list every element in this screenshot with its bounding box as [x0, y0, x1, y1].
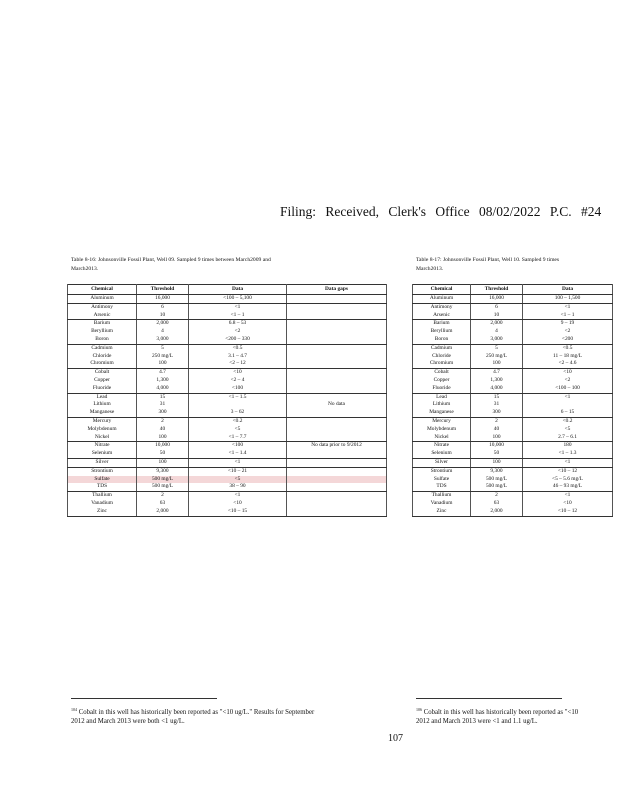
table-cell: 180 [523, 442, 613, 450]
column-header: Data [523, 285, 613, 295]
table-row [413, 434, 613, 442]
table-row [413, 393, 613, 401]
caption-line-2: March2013. [71, 266, 99, 272]
table-cell: Manganese [413, 409, 471, 417]
table-cell: 4 [471, 328, 523, 336]
table-cell: 300 [471, 409, 523, 417]
table-cell: 5 [471, 344, 523, 352]
table-cell: <10 [189, 369, 287, 377]
table-cell: <1 – 1.4 [189, 450, 287, 458]
table-cell: 1,300 [471, 377, 523, 385]
table-cell: 16,000 [137, 295, 189, 304]
table-cell: <1 – 1.3 [523, 450, 613, 458]
table-cell [287, 336, 387, 344]
table-cell: Cobalt [68, 369, 137, 377]
table-cell: Cadmium [413, 344, 471, 352]
table-cell: Lithium [68, 401, 137, 409]
table-cell: 2,000 [137, 320, 189, 328]
table-cell: <2 – 4 [189, 377, 287, 385]
table-row [68, 467, 387, 475]
table-row [68, 458, 387, 467]
table-caption-right [416, 256, 618, 274]
table-cell: Silver [68, 458, 137, 467]
table-cell: TDS [413, 483, 471, 491]
column-header: Threshold [471, 285, 523, 295]
footnote-mark: 106 [416, 707, 422, 712]
table-cell: <1 – 1 [189, 312, 287, 320]
table-cell [287, 426, 387, 434]
table-cell: Beryllium [68, 328, 137, 336]
table-row [413, 377, 613, 385]
table-cell: Selenium [68, 450, 137, 458]
table-cell: Strontium [413, 467, 471, 475]
table-cell: 4.7 [137, 369, 189, 377]
table-cell [287, 458, 387, 467]
table-cell: Strontium [68, 467, 137, 475]
table-row [68, 344, 387, 352]
table-cell: 1,300 [137, 377, 189, 385]
table-cell: <100 [189, 385, 287, 393]
table-cell: 5 [137, 344, 189, 352]
table-row [68, 320, 387, 328]
table-row [413, 426, 613, 434]
table-cell: Zinc [68, 508, 137, 516]
table-cell: 63 [471, 500, 523, 508]
table-cell: Nickel [68, 434, 137, 442]
table-cell: <10 – 21 [189, 467, 287, 475]
table-row [68, 492, 387, 500]
table-cell: Copper [413, 377, 471, 385]
table-row [413, 442, 613, 450]
table-row [413, 450, 613, 458]
table-cell: 100 [471, 360, 523, 368]
table-cell: No data [287, 401, 387, 409]
table-cell: <2 [523, 377, 613, 385]
table-row [68, 483, 387, 491]
table-cell: 15 [137, 393, 189, 401]
footnote-text-line-1: Cobalt in this well has historically been reported as "<10 [423, 709, 579, 716]
table-cell: Fluoride [68, 385, 137, 393]
footnote-mark: 104 [71, 707, 77, 712]
table-cell: 2 [471, 417, 523, 425]
table-row [413, 467, 613, 475]
table-row [413, 360, 613, 368]
table-cell: Barium [68, 320, 137, 328]
table-cell: <100 – 100 [523, 385, 613, 393]
table-cell: 63 [137, 500, 189, 508]
caption-line-2: March2013. [416, 266, 444, 272]
table-row [68, 450, 387, 458]
footnote-divider-right [416, 698, 562, 699]
table-cell: Boron [68, 336, 137, 344]
table-cell: <2 – 12 [189, 360, 287, 368]
table-header-row [413, 285, 613, 295]
table-cell [287, 369, 387, 377]
table-cell: Lithium [413, 401, 471, 409]
table-cell: 10,000 [137, 442, 189, 450]
footnote-divider-left [71, 698, 217, 699]
table-cell: Molybdenum [413, 426, 471, 434]
table-row [68, 377, 387, 385]
table-cell: 16,000 [471, 295, 523, 304]
table-cell: <0.2 [523, 417, 613, 425]
table-cell: Mercury [413, 417, 471, 425]
table-cell [287, 344, 387, 352]
table-cell: 2,000 [471, 508, 523, 516]
table-row [413, 328, 613, 336]
table-cell: 9 – 19 [523, 320, 613, 328]
table-row [68, 385, 387, 393]
table-cell: 2,000 [137, 508, 189, 516]
table-cell: 100 [471, 458, 523, 467]
table-cell: <100 [189, 442, 287, 450]
table-cell: 100 [137, 434, 189, 442]
table-cell: <2 [189, 328, 287, 336]
table-cell [287, 393, 387, 401]
table-cell: 6 [471, 303, 523, 311]
table-cell: Chloride [413, 353, 471, 361]
table-cell [287, 377, 387, 385]
table-row [68, 409, 387, 417]
footnote-right [416, 705, 618, 726]
table-cell: <1 – 1 [523, 312, 613, 320]
table-cell: 500 mg/L [471, 483, 523, 491]
table-cell [287, 450, 387, 458]
table-cell: Beryllium [413, 328, 471, 336]
table-cell: 2.7 – 6.1 [523, 434, 613, 442]
table-cell: Sulfate [68, 476, 137, 484]
caption-line-1: Table 8-17: Johnsonville Fossil Plant, Well 10. Sampled 9 times [416, 257, 560, 263]
table-cell: <10 – 12 [523, 467, 613, 475]
table-cell: 10 [471, 312, 523, 320]
table-cell: Selenium [413, 450, 471, 458]
table-cell: 15 [471, 393, 523, 401]
table-cell: 2 [137, 417, 189, 425]
table-cell: Chloride [68, 353, 137, 361]
table-cell: Thallium [68, 492, 137, 500]
table-header-row [68, 285, 387, 295]
table-row [413, 385, 613, 393]
table-cell: Aluminum [413, 295, 471, 304]
column-header: Data gaps [287, 285, 387, 295]
table-cell: 9,300 [471, 467, 523, 475]
table-row [413, 500, 613, 508]
table-cell: 6 [137, 303, 189, 311]
table-cell: Nickel [413, 434, 471, 442]
table-cell [287, 295, 387, 304]
table-cell [287, 467, 387, 475]
table-cell: Vanadium [413, 500, 471, 508]
table-cell: TDS [68, 483, 137, 491]
table-cell: 100 [471, 434, 523, 442]
table-row [68, 312, 387, 320]
table-row [413, 409, 613, 417]
table-cell: Cobalt [413, 369, 471, 377]
table-cell: 40 [137, 426, 189, 434]
table-row [413, 320, 613, 328]
table-cell: Sulfate [413, 476, 471, 484]
table-cell [287, 328, 387, 336]
table-cell: <1 [523, 458, 613, 467]
page-number: 107 [388, 733, 403, 744]
table-cell: No data prior to 9/2012 [287, 442, 387, 450]
table-cell: <10 [189, 500, 287, 508]
table-cell: 250 mg/L [137, 353, 189, 361]
table-cell: Chromium [413, 360, 471, 368]
table-cell: 3 – 62 [189, 409, 287, 417]
table-cell: 6.8 – 53 [189, 320, 287, 328]
table-cell: 2 [137, 492, 189, 500]
filing-header: Filing: Received, Clerk's Office 08/02/2022 P.C. #24 [280, 204, 602, 219]
table-row [68, 303, 387, 311]
table-cell [287, 508, 387, 516]
table-row [68, 369, 387, 377]
table-row [68, 295, 387, 304]
table-cell [287, 312, 387, 320]
table-cell: <1 [523, 393, 613, 401]
table-cell: <200 [523, 336, 613, 344]
footnote-left [71, 705, 391, 726]
table-cell: Thallium [413, 492, 471, 500]
table-cell: 100 [137, 458, 189, 467]
table-cell: 10 [137, 312, 189, 320]
table-cell [287, 434, 387, 442]
table-cell [189, 401, 287, 409]
table-cell: <2 – 4.6 [523, 360, 613, 368]
table-cell: 4.7 [471, 369, 523, 377]
table-row [68, 500, 387, 508]
table-cell [287, 320, 387, 328]
table-cell: Zinc [413, 508, 471, 516]
table-cell: Copper [68, 377, 137, 385]
table-cell: 11 – 18 mg/L [523, 353, 613, 361]
table-row [413, 344, 613, 352]
table-row [413, 312, 613, 320]
table-cell: <100 – 5,100 [189, 295, 287, 304]
table-cell: Cadmium [68, 344, 137, 352]
table-cell: Nitrate [68, 442, 137, 450]
table-cell: Fluoride [413, 385, 471, 393]
table-row [413, 336, 613, 344]
table-caption-left [71, 256, 383, 274]
table-cell: 6 – 15 [523, 409, 613, 417]
table-cell: Arsenic [68, 312, 137, 320]
data-table-left [67, 284, 387, 517]
table-cell: 500 mg/L [471, 476, 523, 484]
table-cell [287, 353, 387, 361]
table-cell: Lead [413, 393, 471, 401]
table-row [413, 353, 613, 361]
table-cell: <5 [523, 426, 613, 434]
table-cell: <5 – 5.6 mg/L [523, 476, 613, 484]
footnote-text-line-2: 2012 and March 2013 were both <1 ug/L. [71, 718, 185, 725]
table-cell: Antimony [68, 303, 137, 311]
column-header: Chemical [68, 285, 137, 295]
table-cell: 3.1 – 4.7 [189, 353, 287, 361]
table-cell: 4,000 [471, 385, 523, 393]
table-cell: <5 [189, 476, 287, 484]
caption-line-1: Table 8-16: Johnsonville Fossil Plant, Well 09. Sampled 9 times between March2009 and [71, 257, 271, 263]
table-row [68, 360, 387, 368]
table-cell: 100 – 1,500 [523, 295, 613, 304]
table-cell: 2 [471, 492, 523, 500]
footnote-text-line-1: Cobalt in this well has historically been reported as "<10 ug/L." Results for September [78, 709, 315, 716]
table-cell: <200 – 330 [189, 336, 287, 344]
table-cell: 2,000 [471, 320, 523, 328]
table-row [68, 417, 387, 425]
table-cell: 3,000 [137, 336, 189, 344]
data-table-right [412, 284, 613, 517]
table-cell: 4 [137, 328, 189, 336]
table-cell [287, 500, 387, 508]
table-cell: 50 [137, 450, 189, 458]
column-header: Chemical [413, 285, 471, 295]
table-cell: <1 [189, 458, 287, 467]
table-cell [287, 385, 387, 393]
table-cell: Lead [68, 393, 137, 401]
table-cell: Boron [413, 336, 471, 344]
table-cell [287, 483, 387, 491]
table-cell: 38 – 90 [189, 483, 287, 491]
table-cell: 500 mg/L [137, 483, 189, 491]
table-cell: Silver [413, 458, 471, 467]
table-row [68, 336, 387, 344]
table-cell: <0.5 [523, 344, 613, 352]
table-cell: 50 [471, 450, 523, 458]
table-cell [287, 476, 387, 484]
column-header: Data [189, 285, 287, 295]
table-cell: 31 [471, 401, 523, 409]
table-row [68, 393, 387, 401]
table-cell: <0.2 [189, 417, 287, 425]
table-row [413, 303, 613, 311]
table-cell: Aluminum [68, 295, 137, 304]
table-cell: 40 [471, 426, 523, 434]
table-cell: 250 mg/L [471, 353, 523, 361]
table-row [68, 442, 387, 450]
table-cell: 300 [137, 409, 189, 417]
table-row [413, 295, 613, 304]
table-cell: Chromium [68, 360, 137, 368]
table-cell: <1 – 1.5 [189, 393, 287, 401]
table-row [68, 434, 387, 442]
table-cell [523, 401, 613, 409]
table-cell: <10 – 12 [523, 508, 613, 516]
table-cell: <1 [523, 303, 613, 311]
table-cell: 4,000 [137, 385, 189, 393]
footnote-text-line-2: 2012 and March 2013 were <1 and 1.1 ug/L. [416, 718, 538, 725]
table-cell: <1 [523, 492, 613, 500]
table-cell [287, 492, 387, 500]
table-cell: <10 [523, 369, 613, 377]
table-cell: 100 [137, 360, 189, 368]
table-cell: Arsenic [413, 312, 471, 320]
table-cell: 10,000 [471, 442, 523, 450]
table-cell [287, 417, 387, 425]
table-left-wrapper [67, 284, 387, 517]
table-row [413, 369, 613, 377]
table-cell: Vanadium [68, 500, 137, 508]
table-cell: <2 [523, 328, 613, 336]
table-row [413, 417, 613, 425]
table-row [68, 353, 387, 361]
table-cell: Molybdenum [68, 426, 137, 434]
table-row [413, 483, 613, 491]
table-row [68, 426, 387, 434]
table-cell: 31 [137, 401, 189, 409]
table-cell [287, 303, 387, 311]
table-cell: <0.5 [189, 344, 287, 352]
table-cell: Nitrate [413, 442, 471, 450]
table-row [68, 328, 387, 336]
table-cell [287, 409, 387, 417]
table-cell: Manganese [68, 409, 137, 417]
column-header: Threshold [137, 285, 189, 295]
table-row [413, 401, 613, 409]
table-row [68, 476, 387, 484]
table-cell: Mercury [68, 417, 137, 425]
table-cell: <10 [523, 500, 613, 508]
table-cell: <1 – 7.7 [189, 434, 287, 442]
table-cell: <5 [189, 426, 287, 434]
table-row [413, 492, 613, 500]
table-row [413, 458, 613, 467]
table-right-wrapper [412, 284, 618, 517]
table-cell: <1 [189, 303, 287, 311]
table-cell: Antimony [413, 303, 471, 311]
table-cell: 46 – 93 mg/L [523, 483, 613, 491]
table-cell: 9,300 [137, 467, 189, 475]
table-cell [287, 360, 387, 368]
table-cell: Barium [413, 320, 471, 328]
table-row [413, 508, 613, 516]
table-row [68, 508, 387, 516]
table-row [413, 476, 613, 484]
table-cell: <10 – 15 [189, 508, 287, 516]
table-cell: <1 [189, 492, 287, 500]
table-row [68, 401, 387, 409]
table-cell: 500 mg/L [137, 476, 189, 484]
table-cell: 3,000 [471, 336, 523, 344]
